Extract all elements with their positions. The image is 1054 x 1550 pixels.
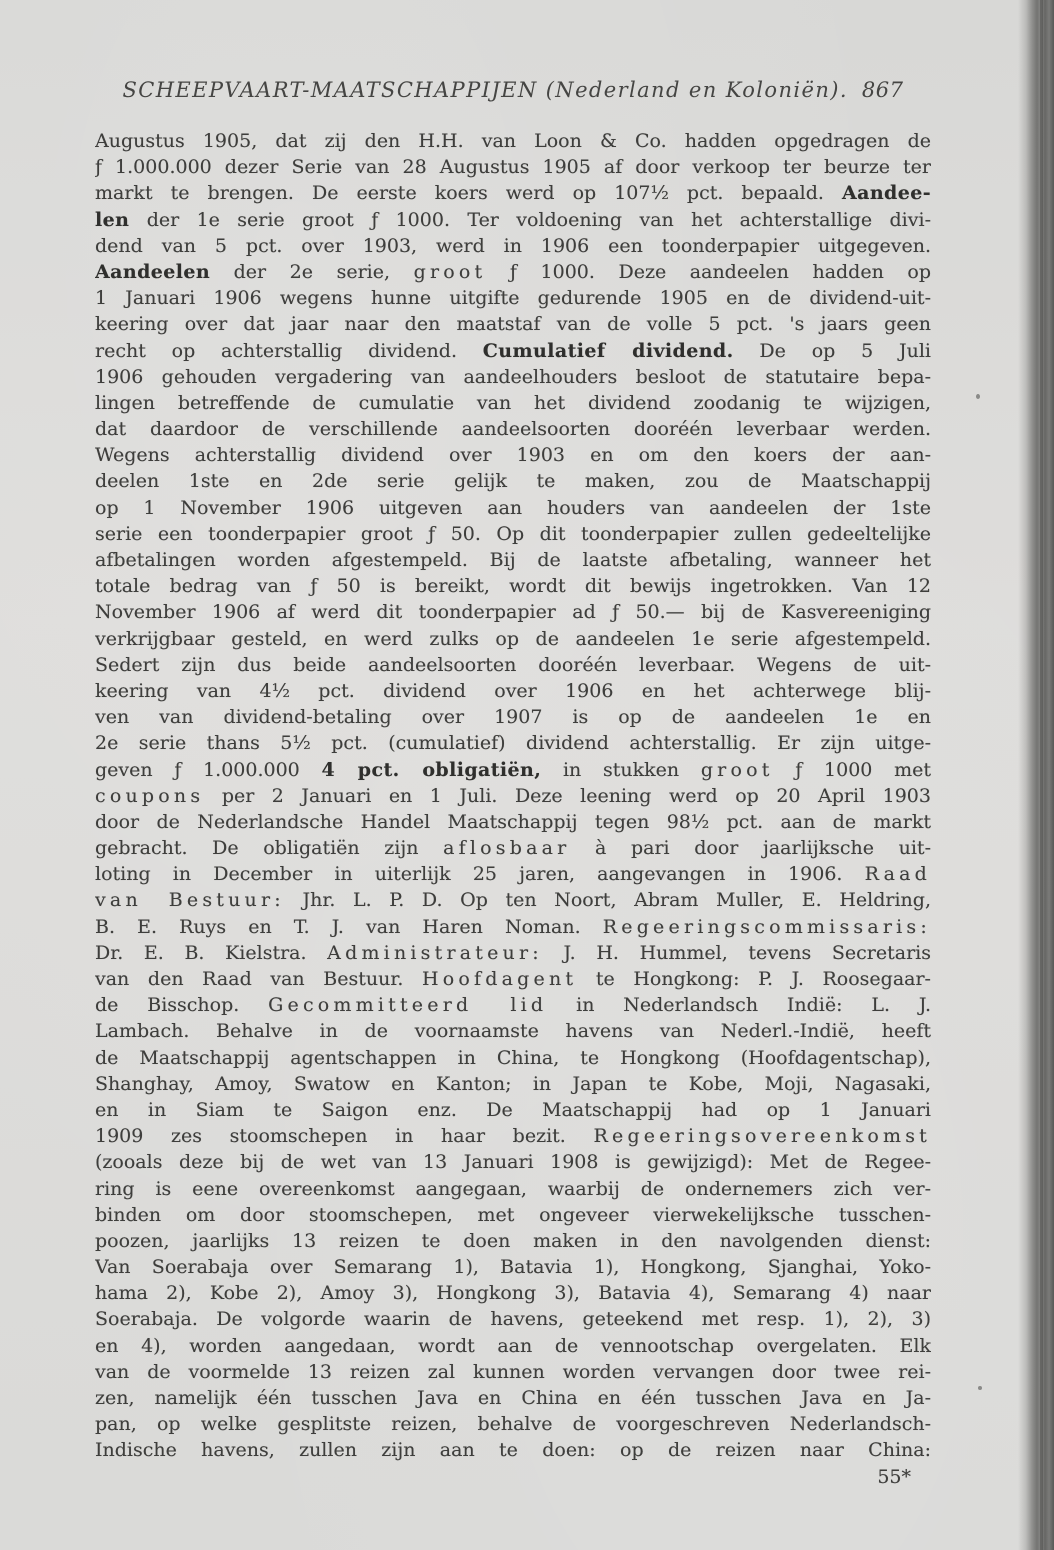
- bold-text: len: [95, 208, 130, 231]
- text-line: [95, 1045, 931, 1071]
- text-line: [95, 390, 931, 416]
- text-segment: markt te brengen. De eerste koers werd op 107½ pct. bepaald.: [95, 182, 842, 205]
- text-line: [95, 416, 931, 442]
- text-segment: der 1e serie groot ƒ 1000. Ter voldoening van het achterstallige divi-: [129, 208, 931, 231]
- spaced-text: Administrateur:: [327, 941, 543, 964]
- text-segment: keering over dat jaar naar den maatstaf van de volle 5 pct. 's jaars geen: [95, 313, 931, 336]
- text-segment: Jhr. L. P. D. Op ten Noort, Abram Muller, E. Heldring,: [284, 889, 931, 912]
- text-segment: totale bedrag van ƒ 50 is bereikt, wordt dit bewijs ingetrokken. Van 12: [95, 575, 931, 598]
- binding-shadow: [1018, 0, 1054, 1550]
- text-segment: recht op achterstallig dividend.: [95, 339, 483, 362]
- paper-speck: [976, 394, 980, 399]
- text-line: [95, 940, 931, 966]
- text-segment: Sedert zijn dus beide aandeelsoorten dooréén leverbaar. Wegens de uit-: [95, 653, 931, 676]
- text-segment: van de voormelde 13 reizen zal kunnen worden vervangen door twee rei-: [95, 1360, 931, 1383]
- text-segment: door de Nederlandsche Handel Maatschappij tegen 98½ pct. aan de markt: [95, 810, 931, 833]
- paper-speck: [978, 1386, 982, 1390]
- text-segment: dend van 5 pct. over 1903, werd in 1906 een toonderpapier uitgegeven.: [95, 234, 931, 257]
- spaced-text: aflosbaar: [443, 837, 571, 860]
- text-line: [95, 1176, 931, 1202]
- text-segment: ƒ 1000. Deze aandeelen hadden op: [486, 260, 931, 283]
- text-segment: J. H. Hummel, tevens Secretaris: [542, 941, 931, 964]
- text-segment: de Bisschop.: [95, 994, 269, 1017]
- text-segment: poozen, jaarlijks 13 reizen te doen maken in den navolgenden dienst:: [95, 1229, 931, 1252]
- text-line: [95, 887, 931, 913]
- text-line: [95, 233, 931, 259]
- text-line: [95, 861, 931, 887]
- text-line: [95, 1280, 931, 1306]
- text-segment: dat daardoor de verschillende aandeelsoorten dooréén leverbaar werden.: [95, 418, 931, 441]
- text-segment: November 1906 af werd dit toonderpapier ad ƒ 50.— bij de Kasvereeniging: [95, 601, 931, 624]
- text-segment: per 2 Januari en 1 Juli. Deze leening werd op 20 April 1903: [204, 784, 931, 807]
- text-segment: geven ƒ 1.000.000: [95, 758, 322, 781]
- page-header: [95, 78, 931, 102]
- text-line: [95, 992, 931, 1018]
- text-line: [95, 652, 931, 678]
- text-line: [95, 835, 931, 861]
- text-line: [95, 1018, 931, 1044]
- spaced-text: Gecommitteerd lid: [268, 994, 548, 1017]
- text-line: [95, 207, 931, 233]
- text-line: [95, 1149, 931, 1175]
- text-line: [95, 259, 931, 285]
- page-body: [95, 128, 931, 1464]
- spaced-text: groot: [413, 260, 487, 283]
- text-segment: 1 Januari 1906 wegens hunne uitgifte gedurende 1905 en de dividend-uit-: [95, 287, 931, 310]
- text-segment: zen, namelijk één tusschen Java en China en één tusschen Java en Ja-: [95, 1387, 931, 1409]
- text-segment: serie een toonderpapier groot ƒ 50. Op dit toonderpapier zullen gedeeltelijke: [95, 522, 931, 545]
- text-segment: en 4), worden aangedaan, wordt aan de vennootschap overgelaten. Elk: [95, 1334, 931, 1357]
- text-line: [95, 678, 931, 704]
- text-line: [95, 1254, 931, 1280]
- text-line: [95, 1123, 931, 1149]
- text-line: [95, 1385, 931, 1411]
- spaced-text: groot: [700, 758, 774, 781]
- text-segment: hama 2), Kobe 2), Amoy 3), Hongkong 3), Batavia 4), Semarang 4) naar: [95, 1282, 931, 1305]
- spaced-text: van Bestuur:: [95, 889, 285, 912]
- text-line: [95, 180, 931, 206]
- text-line: [95, 1306, 931, 1332]
- text-line: [95, 364, 931, 390]
- text-line: [95, 599, 931, 625]
- text-segment: van den Raad van Bestuur.: [95, 968, 422, 990]
- text-line: [95, 521, 931, 547]
- text-line: [95, 809, 931, 835]
- text-segment: te Hongkong: P. J. Roosegaar-: [577, 968, 931, 990]
- text-line: [95, 1097, 931, 1123]
- text-segment: keering van 4½ pct. dividend over 1906 en het achterwege blij-: [95, 679, 931, 702]
- text-segment: pan, op welke gesplitste reizen, behalve de voorgeschreven Nederlandsch-: [95, 1413, 931, 1436]
- text-line: [95, 1359, 931, 1385]
- text-segment: 1906 gehouden vergadering van aandeelhouders besloot de statutaire bepa-: [95, 365, 931, 388]
- text-segment: 2e serie thans 5½ pct. (cumulatief) dividend achterstallig. Er zijn uitge-: [95, 732, 931, 755]
- text-line: [95, 442, 931, 468]
- text-segment: Van Soerabaja over Semarang 1), Batavia 1), Hongkong, Sjanghai, Yoko-: [95, 1256, 931, 1279]
- text-line: [95, 1202, 931, 1228]
- text-segment: ƒ 1.000.000 dezer Serie van 28 Augustus 1905 af door verkoop ter beurze ter: [95, 156, 931, 179]
- text-line: [95, 626, 931, 652]
- text-line: [95, 311, 931, 337]
- text-line: [95, 1228, 931, 1254]
- page-footer: [95, 1466, 911, 1488]
- text-segment: B. E. Ruys en T. J. van Haren Noman.: [95, 915, 603, 938]
- text-segment: in Nederlandsch Indië: L. J.: [547, 994, 931, 1017]
- text-segment: De op 5 Juli: [733, 339, 931, 362]
- text-segment: Wegens achterstallig dividend over 1903 en om den koers der aan-: [95, 444, 931, 467]
- text-segment: Soerabaja. De volgorde waarin de havens, geteekend met resp. 1), 2), 3): [95, 1308, 931, 1331]
- signature-mark: 55*: [877, 1466, 911, 1488]
- text-line: [95, 966, 931, 992]
- text-line: [95, 914, 931, 940]
- text-line: [95, 468, 931, 494]
- text-segment: lingen betreffende de cumulatie van het dividend zoodanig te wijzigen,: [95, 391, 931, 414]
- text-line: [95, 1333, 931, 1359]
- text-segment: loting in December in uiterlijk 25 jaren, aangevangen in 1906.: [95, 863, 865, 886]
- text-segment: à pari door jaarlijksche uit-: [570, 837, 931, 860]
- text-line: [95, 730, 931, 756]
- spaced-text: Hoofdagent: [421, 968, 578, 990]
- bold-text: Aandeelen: [95, 260, 211, 283]
- text-line: [95, 704, 931, 730]
- spaced-text: coupons: [95, 784, 205, 807]
- text-segment: in stukken: [541, 758, 701, 781]
- text-line: [95, 495, 931, 521]
- text-segment: (zooals deze bij de wet van 13 Januari 1908 is gewijzigd): Met de Regee-: [95, 1151, 931, 1174]
- text-segment: ring is eene overeenkomst aangegaan, waarbij de ondernemers zich ver-: [95, 1177, 931, 1200]
- bold-text: 4 pct. obligatiën,: [321, 758, 542, 781]
- text-segment: verkrijgbaar gesteld, en werd zulks op de aandeelen 1e serie afgestempeld.: [95, 627, 931, 650]
- text-segment: afbetalingen worden afgestempeld. Bij de laatste afbetaling, wanneer het: [95, 549, 931, 571]
- spaced-text: Regeeringscommissaris:: [602, 915, 931, 938]
- text-segment: binden om door stoomschepen, met ongeveer vierwekelijksche tusschen-: [95, 1203, 931, 1226]
- text-segment: 1909 zes stoomschepen in haar bezit.: [95, 1125, 594, 1148]
- page-number: 867: [861, 78, 904, 102]
- text-line: [95, 285, 931, 311]
- text-segment: Dr. E. B. Kielstra.: [95, 941, 328, 964]
- text-segment: de Maatschappij agentschappen in China, te Hongkong (Hoofdagentschap),: [95, 1046, 931, 1069]
- text-line: [95, 1411, 931, 1437]
- text-segment: ƒ 1000 met: [773, 758, 931, 781]
- text-segment: Indische havens, zullen zijn aan te doen: op de reizen naar China:: [95, 1439, 931, 1462]
- text-segment: op 1 November 1906 uitgeven aan houders van aandeelen der 1ste: [95, 496, 931, 519]
- running-title: SCHEEPVAART-MAATSCHAPPIJEN (Nederland en Koloniën).: [122, 78, 848, 102]
- text-line: [95, 757, 931, 783]
- text-segment: Lambach. Behalve in de voornaamste havens van Nederl.-Indië, heeft: [95, 1020, 931, 1043]
- text-segment: gebracht. De obligatiën zijn: [95, 837, 444, 860]
- text-line: [95, 154, 931, 180]
- text-line: [95, 338, 931, 364]
- text-segment: deelen 1ste en 2de serie gelijk te maken, zou de Maatschappij: [95, 470, 931, 493]
- text-line: [95, 128, 931, 154]
- text-segment: Shanghay, Amoy, Swatow en Kanton; in Japan te Kobe, Moji, Nagasaki,: [95, 1072, 931, 1095]
- text-segment: ven van dividend-betaling over 1907 is op de aandeelen 1e en: [95, 706, 931, 729]
- text-line: [95, 547, 931, 573]
- text-line: [95, 1071, 931, 1097]
- spaced-text: Regeeringsovereenkomst: [593, 1125, 931, 1148]
- text-line: [95, 783, 931, 809]
- text-line: [95, 573, 931, 599]
- spaced-text: Raad: [864, 863, 931, 886]
- text-segment: Augustus 1905, dat zij den H.H. van Loon & Co. hadden opgedragen de: [95, 130, 931, 152]
- text-segment: en in Siam te Saigon enz. De Maatschappij had op 1 Januari: [95, 1098, 931, 1121]
- text-segment: der 2e serie,: [210, 260, 414, 283]
- bold-text: Aandee-: [841, 182, 931, 205]
- text-line: [95, 1437, 931, 1463]
- bold-text: Cumulatief dividend.: [482, 339, 734, 362]
